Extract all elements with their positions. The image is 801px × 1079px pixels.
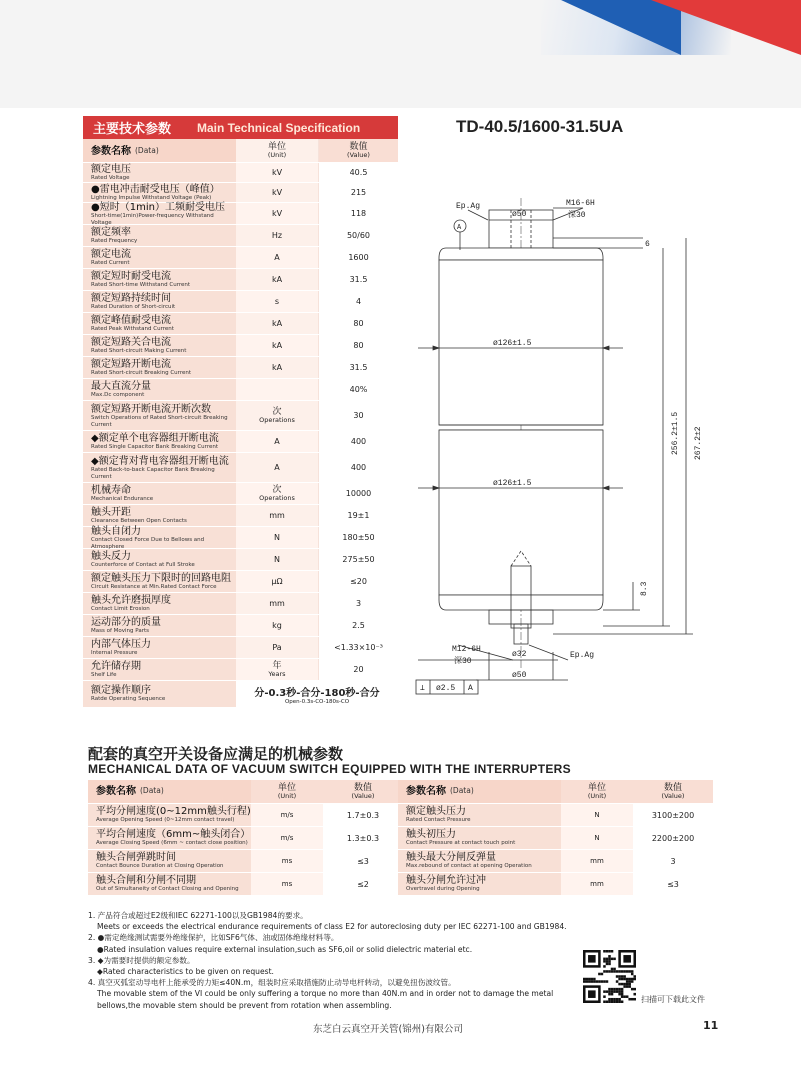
- spec-param-en: Rated Frequency: [91, 238, 138, 245]
- spec-param-en: Mechanical Endurance: [91, 496, 154, 503]
- mech-param-en: Overtravel during Opening: [406, 886, 480, 893]
- spec-row: [83, 659, 398, 681]
- mech-value: 1.7±0.3: [346, 810, 380, 820]
- mech-row: [398, 804, 713, 827]
- note-line: ●Rated insulation values require external insulation,such as SF6,oil or solid dielectric material etc.: [97, 944, 473, 954]
- bottom-d50-label: ø50: [512, 671, 527, 680]
- spec-unit-en: Operations: [259, 493, 295, 502]
- spec-row: [83, 615, 398, 637]
- spec-row: [83, 291, 398, 313]
- mech-param-cn: 平均分闸速度(0~12mm触头行程): [96, 806, 251, 818]
- spec-unit: kA: [271, 363, 283, 372]
- spec-row: [83, 335, 398, 357]
- spec-param-en: Clearance Between Open Contacts: [91, 518, 187, 525]
- spec-value: 3: [355, 599, 362, 608]
- spec-unit: kg: [272, 621, 282, 630]
- mech-param-en: Max.rebound of contact at opening Operation: [406, 863, 532, 870]
- m16-thread-label: M16-6H: [566, 199, 595, 208]
- spec-param-en: Rated Voltage: [91, 175, 130, 182]
- spec-param-en: Rated Short-circuit Making Current: [91, 348, 187, 355]
- spec-unit: mm: [269, 599, 285, 608]
- mech-row: [398, 827, 713, 850]
- spec-table-title: [83, 116, 398, 139]
- spec-row: [83, 379, 398, 401]
- spec-unit: 次: [272, 484, 282, 495]
- company-footer: 东芝白云真空开关管(锦州)有限公司: [313, 1024, 463, 1035]
- mech-title-cn: 配套的真空开关设备应满足的机械参数: [88, 745, 344, 763]
- mech-value: 3: [670, 856, 676, 866]
- spec-param-cn: 运动部分的质量: [91, 617, 161, 629]
- spec-param-cn: 触头自闭力: [91, 526, 141, 537]
- mech-value: ≤3: [667, 879, 679, 889]
- notes: [88, 910, 568, 1011]
- mech-title-en: MECHANICAL DATA OF VACUUM SWITCH EQUIPPED WITH THE INTERRUPTERS: [88, 762, 571, 776]
- note-line: bellows,the movable stem should be prevent from rotation when assembling.: [97, 1000, 392, 1010]
- spec-param-cn: 额定电流: [91, 249, 131, 261]
- spec-unit: 年: [272, 660, 282, 671]
- spec-row: [83, 483, 398, 505]
- spec-param-en: Rated Current: [91, 260, 130, 267]
- spec-unit: s: [274, 297, 280, 306]
- mech-row: [398, 873, 713, 896]
- tolerance-datum: A: [468, 684, 473, 693]
- spec-row: [83, 183, 398, 203]
- mech-param-cn: 触头初压力: [406, 829, 456, 841]
- spec-value: 20: [353, 665, 364, 674]
- spec-row: [83, 313, 398, 335]
- tolerance-value: ø2.5: [436, 684, 456, 693]
- m12-thread-label: M12-6H: [452, 645, 481, 654]
- mech-row: [88, 873, 403, 896]
- spec-unit: Pa: [272, 643, 282, 652]
- spec-param-en: Rated Duration of Short-circuit: [91, 304, 176, 311]
- height-267-label: 267.2±2: [694, 426, 703, 460]
- spec-value: 118: [350, 209, 367, 218]
- spec-value: ≤20: [350, 577, 367, 586]
- spec-header-row: 参数名称 (Data) 单位 (Unit) 数值 (Value): [83, 139, 398, 163]
- top-diameter-label: ø50: [512, 210, 527, 219]
- spec-param-en: Counterforce of Contact at Full Stroke: [91, 562, 195, 569]
- spec-unit: mm: [269, 511, 285, 520]
- spec-param-cn: 额定频率: [91, 227, 131, 239]
- spec-param-en: Rated Short-circuit Breaking Current: [91, 370, 191, 377]
- upper-diameter-label: ø126±1.5: [493, 339, 532, 348]
- mech-param-en: Average Opening Speed (0~12mm contact travel): [96, 817, 235, 824]
- spec-value: 40.5: [349, 168, 368, 177]
- spec-param-en: Rated Short-time Withstand Current: [91, 282, 191, 289]
- lower-diameter-label: ø126±1.5: [493, 479, 532, 488]
- spec-row: [83, 247, 398, 269]
- mech-value: 1.3±0.3: [346, 833, 380, 843]
- spec-param-cn: ◆额定单个电容器组开断电流: [91, 433, 219, 445]
- mech-row: [88, 827, 403, 850]
- spec-param-cn: ◆额定背对背电容器组开断电流: [91, 456, 229, 467]
- spec-row: [83, 269, 398, 291]
- spec-param-cn: 额定电压: [91, 164, 131, 176]
- spec-param-en: Rated Peak Withstand Current: [91, 326, 174, 333]
- spec-row: [83, 401, 398, 431]
- interrupter-drawing: [408, 190, 738, 710]
- spec-value: 10000: [345, 489, 372, 498]
- spec-value: 400: [350, 463, 367, 472]
- operating-sequence-row: 额定操作顺序 Ratde Operating Sequence 分-0.3秒-合分-180秒-合分 Open-0.3s-CO-180s-CO: [83, 681, 398, 707]
- spec-row: [83, 637, 398, 659]
- tolerance-symbol: ⊥: [420, 684, 425, 693]
- spec-unit: 次: [272, 406, 282, 417]
- spec-value: 215: [350, 188, 367, 197]
- spec-param-en: Internal Pressure: [91, 650, 138, 657]
- mech-param-cn: 触头最大分闸反弹量: [406, 852, 496, 864]
- spec-unit: kA: [271, 319, 283, 328]
- spec-row: [83, 431, 398, 453]
- spec-param-en: Shelf Life: [91, 672, 117, 679]
- spec-row: [83, 203, 398, 225]
- mech-param-en: Contact Bounce Duration at Closing Operation: [96, 863, 224, 870]
- spec-param-cn: 触头反力: [91, 551, 131, 563]
- height-256-label: 256.2±1.5: [671, 411, 680, 455]
- note-line: 2. ●需定绝缘测试需要外绝缘保护，比如SF6气体、油或固体绝缘材料等。: [88, 933, 339, 943]
- note-line: The movable stem of the VI could be only suffering a torque no more than 40N.m and in order not to damage the metal: [97, 989, 554, 999]
- mech-unit: ms: [281, 857, 293, 865]
- spec-row: [83, 453, 398, 483]
- dim-6-label: 6: [645, 240, 650, 249]
- spec-unit: kA: [271, 275, 283, 284]
- mech-param-cn: 触头合闸弹跳时间: [96, 852, 176, 864]
- mech-unit: N: [594, 834, 600, 842]
- spec-row: [83, 527, 398, 549]
- mech-param-en: Contact Pressure at contact touch point: [406, 840, 516, 847]
- mech-table-right: [398, 780, 713, 896]
- spec-value: 4: [355, 297, 362, 306]
- spec-row: [83, 593, 398, 615]
- spec-param-cn: 额定峰值耐受电流: [91, 315, 171, 327]
- spec-value: 31.5: [349, 363, 368, 372]
- spec-unit-en: Years: [268, 669, 286, 678]
- spec-param-en: Max.Dc component: [91, 392, 145, 399]
- spec-param-en: Switch Operations of Rated Short-circuit Breaking Current: [91, 415, 228, 428]
- spec-unit: kV: [271, 168, 283, 177]
- mech-param-en: Out of Simultaneity of Contact Closing and Opening: [96, 886, 239, 893]
- mech-unit: ms: [281, 880, 293, 888]
- epag-bottom-label: Ep.Ag: [570, 651, 595, 660]
- spec-value: 31.5: [349, 275, 368, 284]
- spec-value: 400: [350, 437, 367, 446]
- spec-param-cn: 最大直流分量: [91, 381, 151, 393]
- spec-param-cn: 额定触头压力下限时的回路电阻: [91, 573, 231, 585]
- spec-value: 50/60: [346, 231, 371, 240]
- spec-unit: A: [274, 253, 280, 262]
- mech-row: [398, 850, 713, 873]
- spec-param-cn: 额定短时耐受电流: [91, 271, 171, 283]
- spec-param-en: Circuit Resistance at Min.Rated Contact Force: [91, 584, 217, 591]
- spec-param-cn: 额定短路持续时间: [91, 293, 171, 305]
- spec-unit-en: Operations: [259, 415, 295, 424]
- mech-table-left: [88, 780, 403, 896]
- mech-value: ≤3: [357, 856, 369, 866]
- mech-param-cn: 额定触头压力: [406, 806, 466, 818]
- spec-unit: kV: [271, 209, 283, 218]
- spec-value: 1600: [348, 253, 369, 262]
- spec-unit: A: [274, 437, 280, 446]
- spec-param-cn: 额定短路关合电流: [91, 337, 171, 349]
- mech-param-cn: 平均合闸速度（6mm~触头闭合）: [96, 829, 251, 841]
- datum-a-label: A: [457, 224, 462, 232]
- spec-value: 2.5: [352, 621, 365, 630]
- qr-code[interactable]: [583, 950, 636, 1003]
- spec-value: 40%: [349, 385, 368, 394]
- spec-value: <1.33×10⁻³: [334, 643, 383, 652]
- spec-value: 80: [353, 341, 364, 350]
- spec-unit: N: [274, 555, 280, 564]
- spec-title-cn: 主要技术参数: [93, 122, 172, 137]
- spec-unit: A: [274, 463, 280, 472]
- note-line: 4. 真空灭弧室动导电杆上能承受的力矩≤40N.m，组装时应采取措施防止动导电杆转动，以避免扭伤波纹管。: [88, 978, 456, 988]
- mech-row: [88, 850, 403, 873]
- spec-param-cn: 触头开距: [91, 507, 131, 519]
- spec-unit: Hz: [271, 231, 283, 240]
- mech-value: ≤2: [357, 879, 369, 889]
- spec-value: 80: [353, 319, 364, 328]
- spec-row: [83, 163, 398, 183]
- bottom-depth-label: 深30: [454, 657, 472, 666]
- spec-param-cn: ●雷电冲击耐受电压（峰值）: [91, 184, 220, 196]
- spec-param-cn: 额定短路开断电流: [91, 359, 171, 371]
- qr-label: 扫描可下载此文件: [641, 995, 705, 1004]
- spec-value: 30: [353, 411, 364, 420]
- mech-unit: mm: [590, 857, 604, 865]
- spec-param-en: Mass of Moving Parts: [91, 628, 149, 635]
- spec-row: [83, 505, 398, 527]
- spec-param-cn: 触头允许磨损厚度: [91, 595, 171, 607]
- mech-param-en: Rated Contact Pressure: [406, 817, 471, 824]
- spec-unit: kA: [271, 341, 283, 350]
- spec-param-en: Contact Limit Erosion: [91, 606, 150, 613]
- mech-unit: m/s: [280, 811, 294, 819]
- main-spec-table: [83, 116, 398, 707]
- mech-unit: m/s: [280, 834, 294, 842]
- note-line: 1. 产品符合或超过E2级和IEC 62271-100以及GB1984的要求。: [88, 911, 308, 920]
- note-line: Meets or exceeds the electrical endurance requirements of class E2 for autoreclosing duty per IEC 62271-100 and GB1984.: [97, 922, 567, 932]
- spec-param-cn: 内部气体压力: [91, 639, 151, 651]
- spec-param-en: Short-time(1min)Power-frequency Withstand Voltage: [91, 213, 214, 226]
- epag-top-label: Ep.Ag: [456, 202, 481, 211]
- spec-unit: kV: [271, 188, 283, 197]
- spec-param-en: Rated Back-to-back Capacitor Bank Breaking Current: [91, 467, 215, 480]
- mech-unit: mm: [590, 880, 604, 888]
- spec-value: 275±50: [342, 555, 375, 564]
- spec-row: [83, 225, 398, 247]
- spec-param-cn: 额定短路开断电流开断次数: [91, 404, 211, 415]
- model-title: TD-40.5/1600-31.5UA: [456, 117, 624, 136]
- spec-param-en: Lightning Impulse Withstand Voltage (Peak): [91, 195, 212, 202]
- spec-param-cn: 机械寿命: [91, 485, 131, 497]
- spec-value: 180±50: [342, 533, 375, 542]
- spec-unit: N: [274, 533, 280, 542]
- mech-row: [88, 804, 403, 827]
- dim-8-3-label: 8.3: [640, 581, 649, 596]
- spec-param-en: Contact Closed Force Due to Bellows and Atmosphere: [91, 537, 205, 550]
- spec-unit: μΩ: [271, 577, 283, 586]
- spec-param-cn: ●短时（1min）工频耐受电压: [91, 202, 225, 213]
- mech-param-cn: 触头分闸允许过冲: [406, 875, 486, 887]
- spec-value: 19±1: [347, 511, 370, 520]
- note-line: ◆Rated characteristics to be given on request.: [97, 967, 274, 977]
- top-depth-label: 深30: [568, 211, 586, 220]
- page-number: 11: [703, 1019, 719, 1032]
- bottom-d32-label: ø32: [512, 650, 527, 659]
- spec-row: [83, 571, 398, 593]
- mech-right-header: 参数名称 (Data) 单位 (Unit) 数值 (Value): [398, 780, 713, 804]
- mech-param-cn: 触头合闸和分闸不同期: [96, 875, 196, 887]
- mech-param-en: Average Closing Speed (6mm ~ contact close position): [96, 840, 248, 847]
- spec-param-cn: 允许储存期: [91, 661, 141, 673]
- note-line: 3. ◆为需要时提供的额定参数。: [88, 955, 195, 965]
- spec-title-en: Main Technical Specification: [197, 120, 361, 135]
- mech-value: 3100±200: [651, 810, 695, 820]
- mech-value: 2200±200: [651, 833, 695, 843]
- spec-param-en: Rated Single Capacitor Bank Breaking Current: [91, 444, 218, 451]
- mech-unit: N: [594, 811, 600, 819]
- header-banner: [0, 0, 801, 108]
- spec-row: [83, 549, 398, 571]
- spec-row: [83, 357, 398, 379]
- mech-left-header: 参数名称 (Data) 单位 (Unit) 数值 (Value): [88, 780, 403, 804]
